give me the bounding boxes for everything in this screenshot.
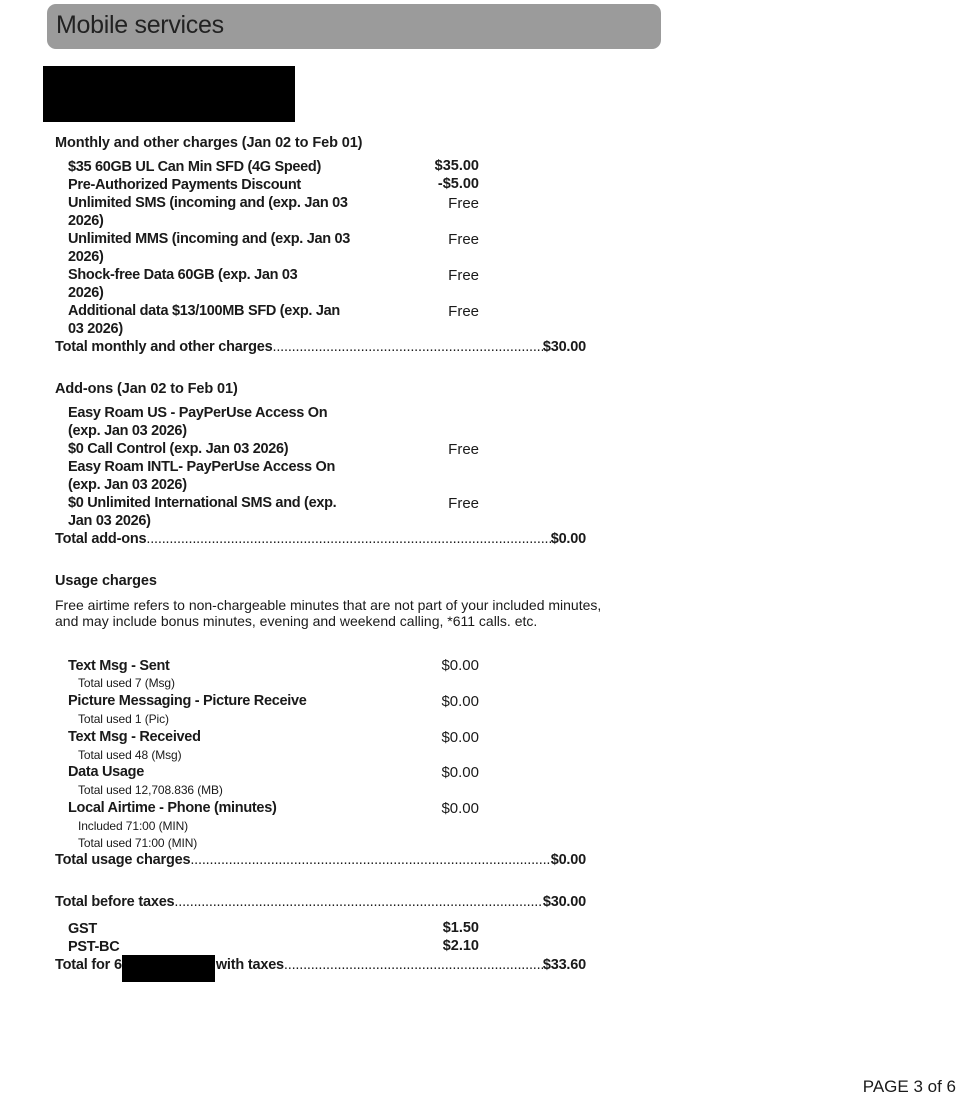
monthly-item-label: $35 60GB UL Can Min SFD (4G Speed) xyxy=(68,159,322,175)
grand-total-label-prefix: Total for 6 xyxy=(55,957,122,973)
monthly-total-amount: $30.00 xyxy=(542,339,586,355)
monthly-item-amount: Free xyxy=(448,267,479,284)
usage-item-amount: $0.00 xyxy=(441,657,479,674)
before-taxes-row xyxy=(55,894,586,910)
usage-total-amount: $0.00 xyxy=(550,852,586,868)
monthly-item-amount: Free xyxy=(448,231,479,248)
monthly-charges-title: Monthly and other charges (Jan 02 to Feb 01) xyxy=(55,135,363,151)
usage-item-detail: Total used 1 (Pic) xyxy=(78,712,169,726)
usage-item-label: Text Msg - Sent xyxy=(68,658,170,674)
monthly-item-amount: Free xyxy=(448,195,479,212)
monthly-total-row xyxy=(55,339,586,355)
usage-item-detail: Total used 48 (Msg) xyxy=(78,748,182,762)
monthly-item-amount: Free xyxy=(448,303,479,320)
usage-item-detail: Total used 71:00 (MIN) xyxy=(78,836,198,850)
usage-item-label: Local Airtime - Phone (minutes) xyxy=(68,800,277,816)
addon-item-amount: Free xyxy=(448,441,479,458)
usage-note: Free airtime refers to non-chargeable minutes that are not part of your included minutes, and may include bonus minutes, evening and weekend calling, *611 calls. etc. xyxy=(55,597,602,629)
monthly-item-label: Pre-Authorized Payments Discount xyxy=(68,177,301,193)
usage-item-amount: $0.00 xyxy=(441,693,479,710)
usage-item-detail: Included 71:00 (MIN) xyxy=(78,819,189,833)
monthly-total-label: Total monthly and other charges xyxy=(55,339,273,355)
monthly-item-label: Additional data $13/100MB SFD (exp. Jan 03 2026) xyxy=(68,303,340,337)
addon-item-label: Easy Roam US - PayPerUse Access On (exp. Jan 03 2026) xyxy=(68,405,328,439)
tax-amount: $2.10 xyxy=(442,938,479,954)
addon-item-label: Easy Roam INTL- PayPerUse Access On (exp. Jan 03 2026) xyxy=(68,459,336,493)
section-title: Mobile services xyxy=(56,11,224,39)
tax-amount: $1.50 xyxy=(442,920,479,936)
addons-total-amount: $0.00 xyxy=(550,531,586,547)
monthly-item-amount: $35.00 xyxy=(434,158,479,174)
usage-item-detail: Total used 7 (Msg) xyxy=(78,676,175,690)
grand-total-label-suffix: with taxes xyxy=(215,957,284,973)
redacted-number-inline xyxy=(122,955,215,982)
usage-total-row xyxy=(55,852,586,868)
usage-item-amount: $0.00 xyxy=(441,729,479,746)
usage-title: Usage charges xyxy=(55,573,157,589)
section-header xyxy=(47,4,661,49)
usage-item-label: Picture Messaging - Picture Receive xyxy=(68,693,307,709)
monthly-item-label: Unlimited MMS (incoming and (exp. Jan 03 2026) xyxy=(68,231,351,265)
usage-item-detail: Total used 12,708.836 (MB) xyxy=(78,783,223,797)
addons-total-row xyxy=(55,531,586,547)
addon-item-amount: Free xyxy=(448,495,479,512)
page-number: PAGE 3 of 6 xyxy=(862,1077,956,1096)
monthly-item-label: Shock-free Data 60GB (exp. Jan 03 2026) xyxy=(68,267,298,301)
tax-label: GST xyxy=(68,921,97,937)
addon-item-label: $0 Call Control (exp. Jan 03 2026) xyxy=(68,441,289,457)
usage-total-label: Total usage charges xyxy=(55,852,191,868)
grand-total-amount: $33.60 xyxy=(542,957,586,973)
before-taxes-amount: $30.00 xyxy=(542,894,586,910)
redacted-phone-number xyxy=(43,66,295,122)
monthly-item-label: Unlimited SMS (incoming and (exp. Jan 03 2026) xyxy=(68,195,348,229)
tax-label: PST-BC xyxy=(68,939,120,955)
addons-total-label: Total add-ons xyxy=(55,531,147,547)
usage-item-amount: $0.00 xyxy=(441,800,479,817)
addons-title: Add-ons (Jan 02 to Feb 01) xyxy=(55,381,238,397)
monthly-item-amount: -$5.00 xyxy=(437,176,479,192)
usage-item-label: Text Msg - Received xyxy=(68,729,201,745)
usage-item-amount: $0.00 xyxy=(441,764,479,781)
before-taxes-label: Total before taxes xyxy=(55,894,175,910)
usage-item-label: Data Usage xyxy=(68,764,144,780)
addon-item-label: $0 Unlimited International SMS and (exp. Jan 03 2026) xyxy=(68,495,337,529)
